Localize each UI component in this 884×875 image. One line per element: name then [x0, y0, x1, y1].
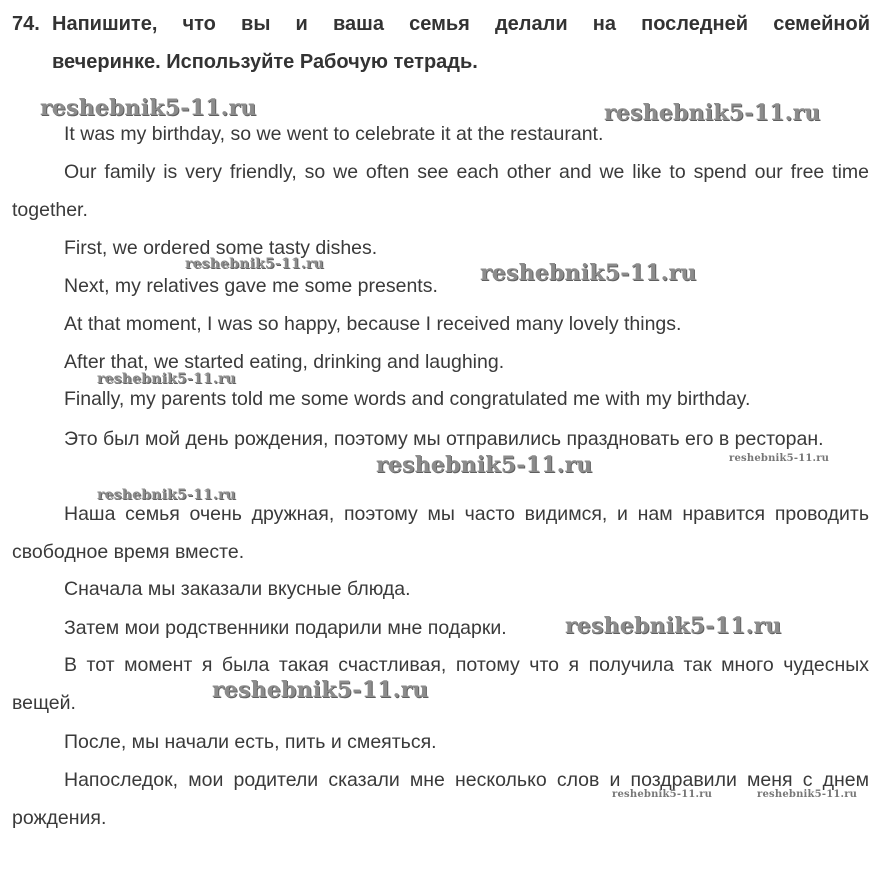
paragraph-en-5: At that moment, I was so happy, because I received many lovely things.	[64, 313, 682, 335]
paragraph-en-7: Finally, my parents told me some words and congratulated me with my birthday.	[64, 388, 751, 410]
watermark: reshebnik5-11.ru	[480, 260, 697, 286]
watermark: reshebnik5-11.ru	[97, 487, 236, 503]
watermark: reshebnik5-11.ru	[612, 789, 713, 800]
task-heading	[12, 5, 870, 81]
watermark: reshebnik5-11.ru	[729, 453, 830, 464]
task-question-line-1: Напишите, что вы и ваша семья делали на последней семейной	[52, 13, 870, 35]
watermark: reshebnik5-11.ru	[40, 95, 257, 121]
paragraph-en-6: After that, we started eating, drinking and laughing.	[64, 351, 505, 373]
watermark: reshebnik5-11.ru	[97, 371, 236, 387]
paragraph-ru-1: Это был мой день рождения, поэтому мы отправились праздновать его в ресторан.	[64, 428, 824, 450]
paragraph-ru-5: В тот момент я была такая счастливая, потому что я получила так много чудесных вещей.	[12, 654, 869, 714]
task-number: 74.	[12, 13, 40, 35]
paragraph-en-2: Our family is very friendly, so we often see each other and we like to spend our free time together.	[12, 161, 869, 221]
paragraph-en-3: First, we ordered some tasty dishes.	[64, 237, 378, 259]
paragraph-ru-4: Затем мои родственники подарили мне подарки.	[64, 617, 507, 639]
paragraph-ru-6: После, мы начали есть, пить и смеяться.	[64, 731, 437, 753]
watermark: reshebnik5-11.ru	[212, 677, 429, 703]
watermark: reshebnik5-11.ru	[604, 100, 821, 126]
watermark: reshebnik5-11.ru	[757, 789, 858, 800]
paragraph-en-1: It was my birthday, so we went to celebrate it at the restaurant.	[64, 123, 604, 145]
paragraph-ru-2: Наша семья очень дружная, поэтому мы часто видимся, и нам нравится проводить свободное время вместе.	[12, 503, 869, 563]
paragraph-ru-3: Сначала мы заказали вкусные блюда.	[64, 578, 411, 600]
paragraph-ru-7: Напоследок, мои родители сказали мне несколько слов и поздравили меня с днем рождения.	[12, 769, 869, 829]
task-question-line-2: вечеринке. Используйте Рабочую тетрадь.	[52, 51, 478, 73]
watermark: reshebnik5-11.ru	[565, 613, 782, 639]
watermark: reshebnik5-11.ru	[185, 256, 324, 272]
watermark: reshebnik5-11.ru	[376, 452, 593, 478]
paragraph-en-4: Next, my relatives gave me some presents.	[64, 275, 438, 297]
